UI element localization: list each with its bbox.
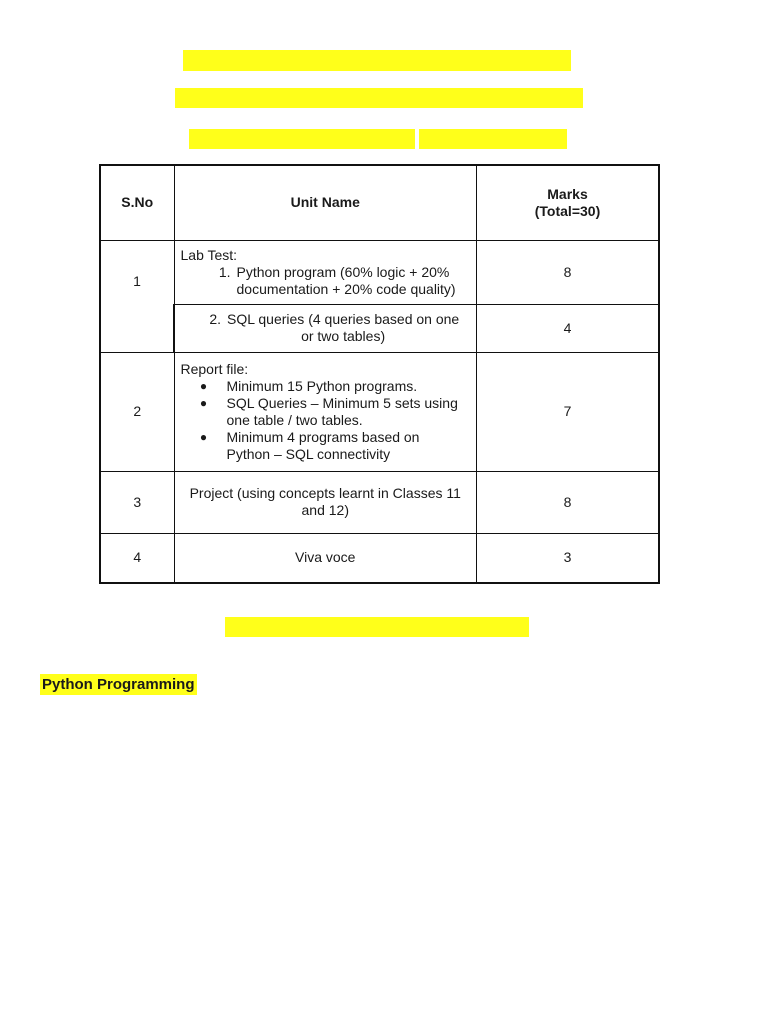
table-header-row	[100, 165, 659, 240]
list-item-line: Minimum 15 Python programs.	[226, 377, 418, 394]
row-1-sno: 1	[100, 240, 174, 352]
list-item-line: Minimum 4 programs based on	[226, 428, 420, 445]
table-row	[100, 352, 659, 471]
highlight-bar-4	[225, 617, 529, 637]
row-3-unit	[174, 471, 477, 533]
row-1-marks-a: 8	[477, 240, 660, 304]
row-3-line: and 12)	[301, 502, 349, 518]
list-item-number: 1.	[218, 263, 231, 280]
list-item	[181, 395, 471, 429]
row-2-list	[181, 378, 471, 463]
row-1-unit-b	[174, 304, 477, 352]
row-2-sno: 2	[100, 352, 174, 471]
bullet-icon: ●	[199, 429, 208, 444]
list-item-line: one table / two tables.	[226, 411, 363, 428]
highlight-bar-3b	[419, 129, 567, 149]
table-row	[100, 304, 659, 352]
list-item-line: or two tables)	[301, 328, 386, 344]
list-item	[181, 378, 471, 395]
bullet-icon: ●	[199, 378, 208, 393]
table-row	[100, 471, 659, 533]
header-marks	[477, 165, 660, 240]
row-4-unit: Viva voce	[174, 533, 477, 583]
list-item	[181, 429, 471, 463]
bullet-icon: ●	[199, 395, 208, 410]
row-1-marks-b: 4	[477, 304, 660, 352]
list-item-number: 2.	[209, 311, 221, 327]
row-2-marks: 7	[477, 352, 660, 471]
highlight-bar-1	[183, 50, 571, 71]
header-marks-label: Marks	[547, 185, 588, 202]
list-item	[181, 264, 471, 298]
row-3-marks: 8	[477, 471, 660, 533]
row-4-marks: 3	[477, 533, 660, 583]
header-marks-total: (Total=30)	[534, 202, 601, 219]
list-item-line: SQL Queries – Minimum 5 sets using	[226, 394, 458, 411]
table-row	[100, 533, 659, 583]
marks-table	[99, 164, 660, 584]
header-sno: S.No	[100, 165, 174, 240]
table-row	[100, 240, 659, 304]
list-item-line: Python program (60% logic + 20%	[236, 263, 450, 280]
list-item-line: Python – SQL connectivity	[226, 445, 391, 462]
row-2-unit	[174, 352, 477, 471]
list-item	[181, 311, 470, 345]
row-1-heading: Lab Test:	[180, 246, 238, 263]
row-3-sno: 3	[100, 471, 174, 533]
list-item-line: documentation + 20% code quality)	[236, 280, 456, 297]
section-heading: Python Programming	[42, 676, 195, 693]
row-3-line: Project (using concepts learnt in Classes 11	[189, 485, 461, 501]
highlight-bar-3a	[189, 129, 415, 149]
highlight-bar-2	[175, 88, 583, 108]
row-2-heading: Report file:	[180, 360, 249, 377]
row-4-sno: 4	[100, 533, 174, 583]
row-1-unit	[174, 240, 477, 304]
list-item-line: SQL queries (4 queries based on one	[227, 311, 460, 327]
header-unit-name: Unit Name	[174, 165, 477, 240]
row-1-list	[181, 264, 471, 298]
